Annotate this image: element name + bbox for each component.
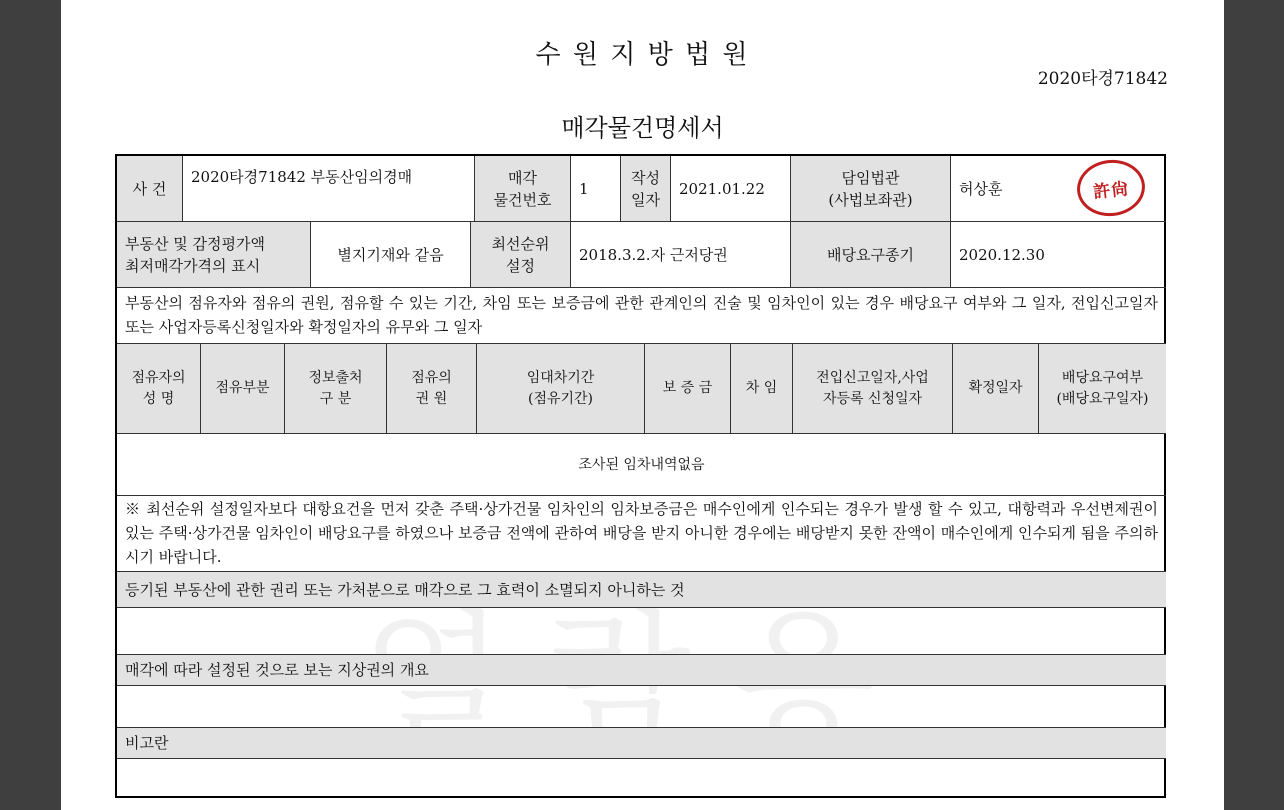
- col-move-in-date: 전입신고일자,사업 자등록 신청일자: [793, 344, 953, 434]
- date-value: 2021.01.22: [671, 156, 791, 222]
- date-label: 작성 일자: [621, 156, 671, 222]
- document-title: 매각물건명세서: [561, 114, 724, 142]
- specification-table: [115, 154, 1166, 798]
- price-label: 부동산 및 감정평가액 최저매각가격의 표시: [117, 222, 311, 288]
- judge-label: 담임법관 (사법보좌관): [791, 156, 951, 222]
- rights-label: 등기된 부동산에 관한 권리 또는 가처분으로 매각으로 그 효력이 소멸되지 아니하는 것: [117, 572, 1166, 608]
- priority-label: 최선순위 설정: [471, 222, 571, 288]
- occupancy-description: 부동산의 점유자와 점유의 권원, 점유할 수 있는 기간, 차임 또는 보증금에 관한 관계인의 진술 및 임차인이 있는 경우 배당요구 여부와 그 일자, 전입신고일자 또는 사업자등록신청일자와 확정일자의 유무와 그 일자: [117, 288, 1166, 344]
- judge-seal-stamp: 許尙: [1074, 157, 1147, 220]
- col-fixed-date: 확정일자: [953, 344, 1039, 434]
- deadline-label: 배당요구종기: [791, 222, 951, 288]
- col-occupancy-title: 점유의 권 원: [387, 344, 477, 434]
- col-occupant-name: 점유자의 성 명: [117, 344, 201, 434]
- price-value: 별지기재와 같음: [311, 222, 471, 288]
- case-value: 2020타경71842 부동산임의경매: [183, 156, 475, 222]
- remarks-label: 비고란: [117, 728, 1166, 759]
- superficies-label: 매각에 따라 설정된 것으로 보는 지상권의 개요: [117, 655, 1166, 686]
- case-label: 사 건: [117, 156, 183, 222]
- case-number: 2020타경71842: [1037, 69, 1168, 89]
- item-number-value: 1: [571, 156, 621, 222]
- document-page: [61, 0, 1224, 810]
- col-rent: 차 임: [731, 344, 793, 434]
- no-lease-message: 조사된 임차내역없음: [117, 434, 1166, 496]
- rights-content: [117, 608, 1166, 655]
- col-dividend-request: 배당요구여부 (배당요구일자): [1039, 344, 1166, 434]
- item-number-label: 매각 물건번호: [475, 156, 571, 222]
- col-lease-period: 임대차기간 (점유기간): [477, 344, 645, 434]
- col-info-source: 정보출처 구 분: [285, 344, 387, 434]
- deadline-value: 2020.12.30: [951, 222, 1166, 288]
- superficies-content: [117, 686, 1166, 728]
- notice-text: ※ 최선순위 설정일자보다 대항요건을 먼저 갖춘 주택·상가건물 임차인의 임차보증금은 매수인에게 인수되는 경우가 발생 할 수 있고, 대항력과 우선변제권이 있는 주택·상가건물 임차인이 배당요구를 하였으나 보증금 전액에 관하여 배당을 받지 아니한 경우에는 배당받지 못한 잔액이 매수인에게 인수되게 됨을 주의하시기 바랍니다.: [117, 496, 1166, 572]
- judge-value: 허상훈: [951, 156, 1166, 222]
- col-deposit: 보 증 금: [645, 344, 731, 434]
- col-occupied-part: 점유부분: [201, 344, 285, 434]
- remarks-content: [117, 759, 1166, 796]
- priority-value: 2018.3.2.자 근저당권: [571, 222, 791, 288]
- court-name: 수 원 지 방 법 원: [535, 40, 750, 70]
